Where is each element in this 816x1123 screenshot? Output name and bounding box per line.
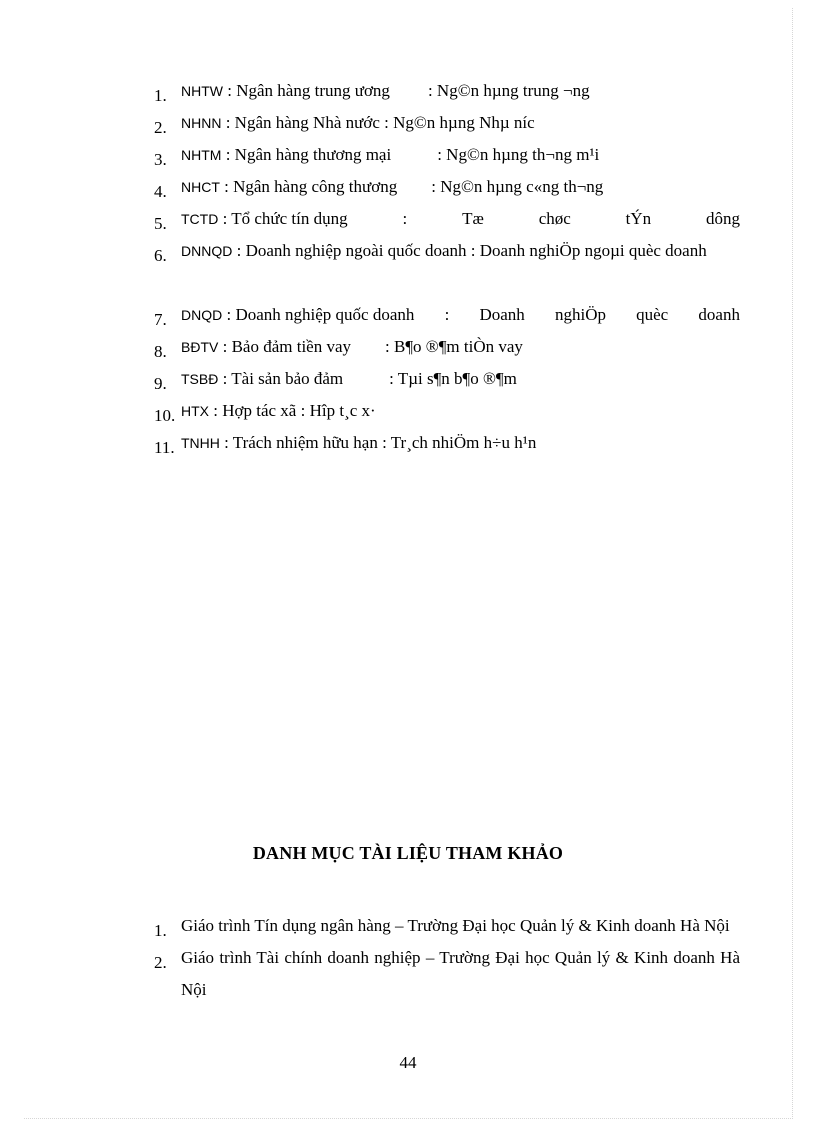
item-number: 2. [154,118,167,137]
item-number: 11. [154,438,175,457]
item-number: 9. [154,374,167,393]
abbreviation-meaning: : Trách nhiệm hữu hạn : Tr¸ch nhiÖm h÷u h¹n [219,433,537,452]
abbreviation-code: NHTM [181,147,222,163]
abbreviation-item [154,75,740,107]
page-number: 44 [399,1053,417,1072]
abbreviation-code: TNHH [181,435,220,451]
item-number: 6. [154,246,167,265]
item-number: 4. [154,182,167,201]
abbreviation-meaning: : Ngân hàng trung ương [223,81,390,100]
abbreviation-legacy-text: : Tµi s¶n b¶o ®¶m [389,369,517,388]
legacy-word: : [402,209,408,228]
item-number: 8. [154,342,167,361]
abbreviation-item [154,395,740,427]
abbreviation-code: NHTW [181,83,223,99]
abbreviation-item [154,331,740,363]
abbreviation-legacy-text: : Ng©n hµng th¬ng m¹i [437,145,600,164]
abbreviation-meaning: : Ngân hàng công thương [219,177,398,196]
abbreviation-item [154,235,740,299]
legacy-word: tÝn [625,209,652,228]
legacy-word: doanh [698,305,740,324]
abbreviation-legacy-text: : Ng©n hµng c«ng th¬ng [431,177,604,196]
abbreviation-code: TSBĐ [181,371,219,387]
abbreviation-code: BĐTV [181,339,219,355]
abbreviation-item [154,139,740,171]
abbreviation-meaning: : Tổ chức tín dụng [218,209,348,228]
abbreviation-item [154,107,740,139]
reference-text: Giáo trình Tài chính doanh nghiệp – Trường Đại học Quản lý & Kinh doanh Hà Nội [181,948,740,999]
legacy-word: : [444,305,450,324]
legacy-word: nghiÖp [554,305,606,324]
reference-text: Giáo trình Tín dụng ngân hàng – Trường Đại học Quản lý & Kinh doanh Hà Nội [181,916,730,935]
abbreviation-code: NHNN [181,115,222,131]
legacy-word: Tæ [462,209,484,228]
abbreviation-code: TCTD [181,211,219,227]
abbreviation-meaning: : Bảo đảm tiền vay [218,337,352,356]
references-heading: DANH MỤC TÀI LIỆU THAM KHẢO [252,843,564,863]
item-number: 1. [154,921,167,940]
abbreviation-meaning: : Hợp tác xã : Hîp t¸c x· [209,401,376,420]
abbreviation-legacy-text: : B¶o ®¶m tiÒn vay [385,337,523,356]
abbreviation-meaning: : Ngân hàng Nhà nước : Ng©n hµng Nhµ níc [221,113,535,132]
abbreviation-item [154,299,740,331]
abbreviation-meaning: : Tài sản bảo đảm [218,369,344,388]
reference-list [154,910,740,1006]
abbreviation-meaning: : Doanh nghiệp quốc doanh [222,305,415,324]
item-number: 2. [154,953,167,972]
abbreviation-item [154,171,740,203]
item-number: 7. [154,310,167,329]
abbreviation-item [154,203,740,235]
abbreviation-code: DNNQD [181,243,233,259]
abbreviation-code: NHCT [181,179,220,195]
abbreviation-code: HTX [181,403,209,419]
abbreviation-list [154,75,740,459]
item-number: 3. [154,150,167,169]
item-number: 1. [154,86,167,105]
abbreviation-item [154,363,740,395]
reference-item [154,910,740,942]
abbreviation-legacy-text: : Ng©n hµng trung ¬ng [427,81,590,100]
item-number: 10. [154,406,176,425]
legacy-word: dông [706,209,740,228]
legacy-word: Doanh [479,305,525,324]
item-number: 5. [154,214,167,233]
legacy-word: quèc [636,305,669,324]
abbreviation-code: DNQD [181,307,223,323]
reference-item [154,942,740,1006]
abbreviation-meaning: : Doanh nghiệp ngoài quốc doanh : Doanh nghiÖp ngoµi quèc doanh [232,241,707,260]
abbreviation-item [154,427,740,459]
legacy-word: chøc [538,209,571,228]
abbreviation-meaning: : Ngân hàng thương mại [221,145,392,164]
